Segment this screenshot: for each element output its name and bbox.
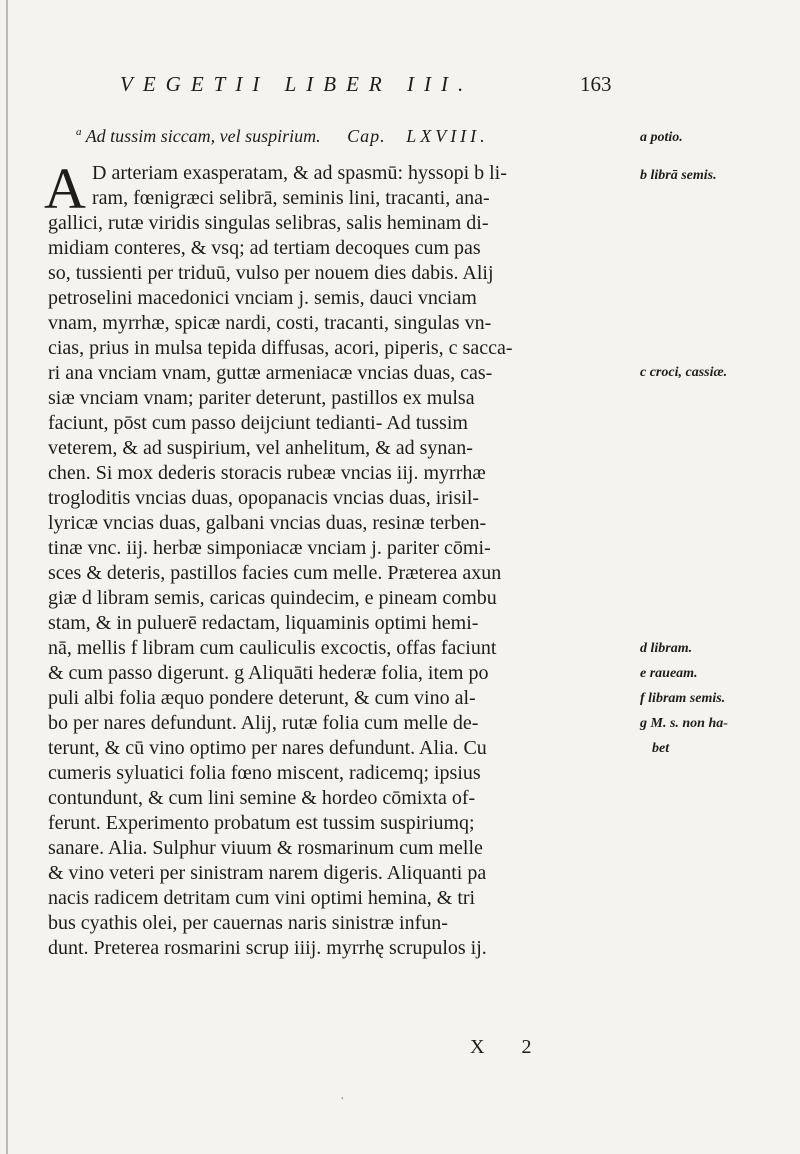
margin-note: e raueam.: [640, 666, 698, 681]
text-line: faciunt, pōst cum passo deijciunt tedianti- Ad tussim: [48, 412, 468, 434]
text-line: contundunt, & cum lini semine & hordeo cōmixta of-: [48, 787, 476, 809]
text-line: sces & deteris, pastillos facies cum melle. Præterea axun: [48, 562, 502, 584]
text-line: vnam, myrrhæ, spicæ nardi, costi, tracanti, singulas vn-: [48, 312, 492, 334]
margin-note: d libram.: [640, 641, 693, 656]
text-line: ri ana vnciam vnam, guttæ armeniacæ vncias duas, cas-: [48, 362, 493, 384]
text-line: midiam conteres, & vsq; ad tertiam decoques cum pas: [48, 237, 481, 259]
text-line: ram, fœnigræci selibrā, seminis lini, tracanti, ana-: [92, 187, 490, 209]
text-line: puli albi folia æquo pondere deterunt, & cum vino al-: [48, 687, 476, 709]
text-line: dunt. Preterea rosmarini scrup iiij. myrrhę scrupulos ij.: [48, 937, 487, 959]
drop-cap-initial: A: [44, 156, 86, 221]
margin-note: g M. s. non ha-: [640, 716, 728, 731]
signature-mark: X 2: [470, 1036, 548, 1058]
text-line: bus cyathis olei, per cauernas naris sinistræ infun-: [48, 912, 448, 934]
text-line: & cum passo digerunt. g Aliquāti hederæ folia, item po: [48, 662, 489, 684]
text-line: cumeris syluatici folia fœno miscent, radicemq; ipsius: [48, 762, 481, 784]
text-line: cias, prius in mulsa tepida diffusas, acori, piperis, c sacca-: [48, 337, 513, 359]
text-line: bo per nares defundunt. Alij, rutæ folia cum melle de-: [48, 712, 479, 734]
chapter-heading: [76, 126, 489, 147]
text-line: tinæ vnc. iij. herbæ simponiacæ vnciam j. pariter cōmi-: [48, 537, 491, 559]
text-line: stam, & in puluerē redactam, liquaminis optimi hemi-: [48, 612, 479, 634]
text-line: chen. Si mox dederis storacis rubeæ vncias iij. myrrhæ: [48, 462, 486, 484]
text-line: petroselini macedonici vnciam j. semis, dauci vnciam: [48, 287, 477, 309]
text-line: so, tussienti per triduū, vulso per nouem dies dabis. Alij: [48, 262, 494, 284]
text-line: ferunt. Experimento probatum est tussim suspiriumq;: [48, 812, 475, 834]
margin-note: b librā semis.: [640, 168, 717, 183]
text-line: giæ d libram semis, caricas quindecim, e pineam combu: [48, 587, 497, 609]
margin-note: bet: [652, 741, 670, 756]
text-line: sanare. Alia. Sulphur viuum & rosmarinum cum melle: [48, 837, 483, 859]
text-line: trogloditis vncias duas, opopanacis vncias duas, irisil-: [48, 487, 480, 509]
binding-gutter-line: [6, 0, 8, 1154]
running-title: VEGETII LIBER III.: [120, 72, 474, 96]
text-line: gallici, rutæ viridis singulas selibras, salis heminam di-: [48, 212, 489, 234]
chapter-title: Ad tussim siccam, vel suspirium.: [85, 126, 321, 146]
text-line: lyricæ vncias duas, galbani vncias duas, resinæ terben-: [48, 512, 487, 534]
text-line: veterem, & ad suspirium, vel anhelitum, & ad synan-: [48, 437, 473, 459]
text-line: terunt, & cū vino optimo per nares defundunt. Alia. Cu: [48, 737, 487, 759]
page-number: 163: [580, 72, 612, 96]
chapter-label: Cap.: [347, 126, 386, 146]
chapter-number: LXVIII.: [406, 126, 489, 146]
text-line: & vino veteri per sinistram narem digeris. Aliquanti pa: [48, 862, 487, 884]
text-line: nacis radicem detritam cum vini optimi hemina, & tri: [48, 887, 476, 909]
text-line: siæ vnciam vnam; pariter deterunt, pastillos ex mulsa: [48, 387, 475, 409]
margin-note: c croci, cassiæ.: [640, 365, 728, 380]
text-line: nā, mellis f libram cum cauliculis excoctis, offas faciunt: [48, 637, 497, 659]
ink-speck: ·: [340, 1092, 345, 1107]
margin-note: a potio.: [640, 130, 683, 145]
margin-note: f libram semis.: [640, 691, 726, 706]
chapter-note-mark: a: [76, 126, 82, 138]
text-line: D arteriam exasperatam, & ad spasmū: hyssopi b li-: [92, 162, 507, 184]
